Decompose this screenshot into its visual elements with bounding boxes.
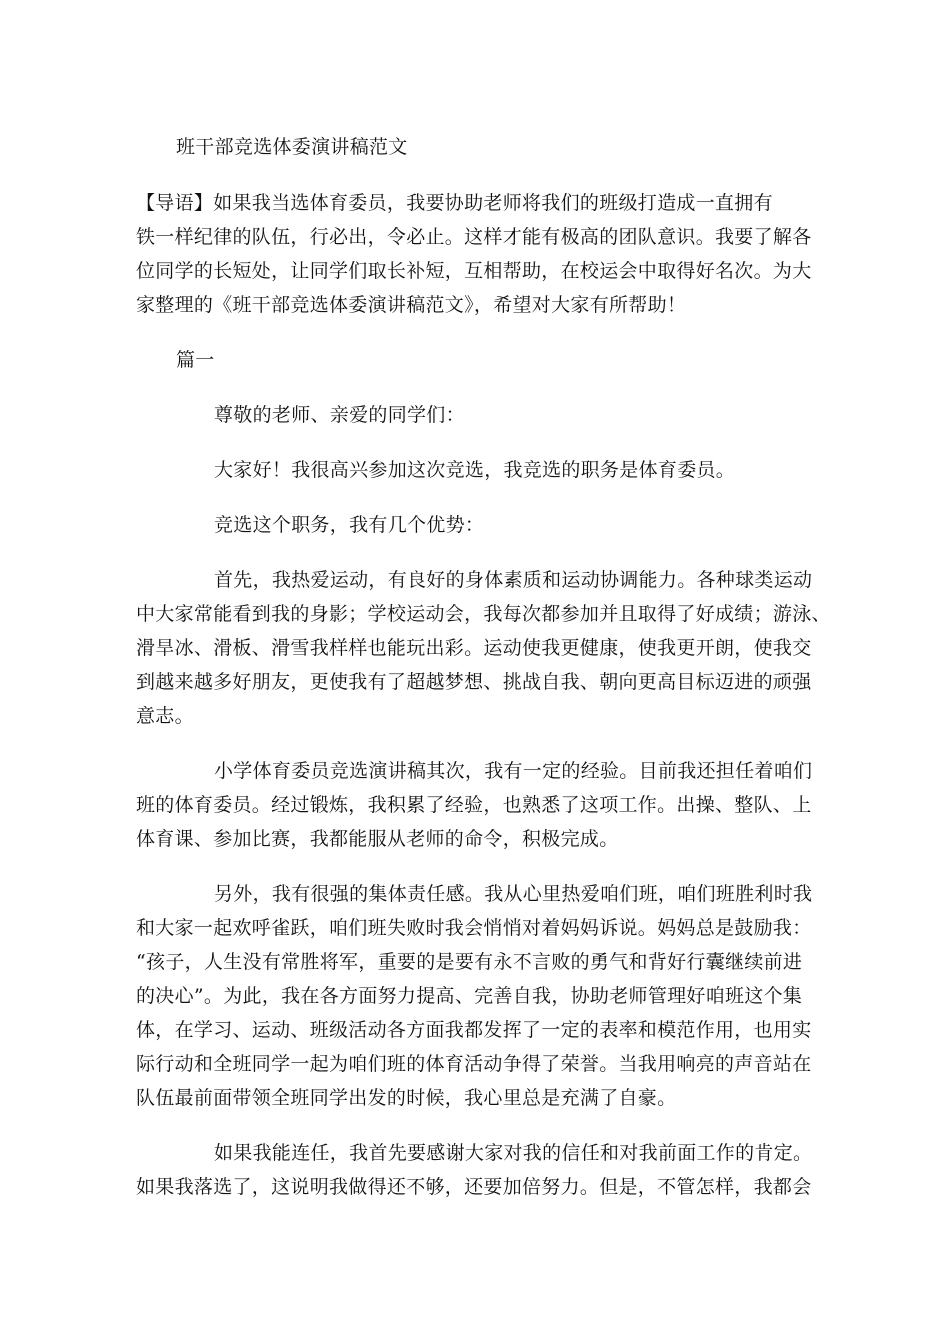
- paragraph-line: 小学体育委员竞选演讲稿其次，我有一定的经验。目前我还担任着咱们: [214, 760, 813, 782]
- intro-line: 铁一样纪律的队伍，行必出，令必止。这样才能有极高的团队意识。我要了解各: [136, 226, 812, 248]
- paragraph-line: 首先，我热爱运动，有良好的身体素质和运动协调能力。各种球类运动: [214, 569, 813, 591]
- advantages-intro: 竞选这个职务，我有几个优势：: [214, 514, 485, 536]
- paragraph-line: “孩子，人生没有常胜将军，重要的是要有永不言败的勇气和背好行囊继续前进: [136, 951, 803, 973]
- paragraph-line: 中大家常能看到我的身影；学校运动会，我每次都参加并且取得了好成绩；游泳、: [136, 603, 831, 625]
- paragraph-line: 滑旱冰、滑板、滑雪我样样也能玩出彩。运动使我更健康，使我更开朗，使我交: [136, 637, 812, 659]
- paragraph-line: 队伍最前面带领全班同学出发的时候，我心里总是充满了自豪。: [136, 1087, 677, 1109]
- paragraph-line: 另外，我有很强的集体责任感。我从心里热爱咱们班，咱们班胜利时我: [214, 883, 813, 905]
- paragraph-line: 体，在学习、运动、班级活动各方面我都发挥了一定的表率和模范作用，也用实: [136, 1019, 812, 1041]
- paragraph-line: 的决心”。为此，我在各方面努力提高、完善自我，协助老师管理好咱班这个集: [136, 985, 803, 1007]
- paragraph-line: 体育课、参加比赛，我都能服从老师的命令，积极完成。: [136, 828, 619, 850]
- opening-line: 大家好！我很高兴参加这次竞选，我竞选的职务是体育委员。: [214, 459, 736, 481]
- paragraph-line: 和大家一起欢呼雀跃，咱们班失败时我会悄悄对着妈妈诉说。妈妈总是鼓励我：: [136, 917, 812, 939]
- greeting: 尊敬的老师、亲爱的同学们：: [214, 404, 465, 426]
- document-title: 班干部竞选体委演讲稿范文: [176, 136, 408, 158]
- paragraph-line: 如果我落选了，这说明我做得还不够，还要加倍努力。但是，不管怎样，我都会: [136, 1176, 812, 1198]
- paragraph-line: 如果我能连任，我首先要感谢大家对我的信任和对我前面工作的肯定。: [214, 1142, 813, 1164]
- intro-line: 家整理的《班干部竞选体委演讲稿范文》，希望对大家有所帮助！: [136, 294, 687, 316]
- paragraph-line: 际行动和全班同学一起为咱们班的体育活动争得了荣誉。当我用响亮的声音站在: [136, 1053, 812, 1075]
- paragraph-line: 意志。: [136, 705, 194, 727]
- paragraph-line: 班的体育委员。经过锻炼，我积累了经验，也熟悉了这项工作。出操、整队、上: [136, 794, 812, 816]
- intro-line: 【导语】如果我当选体育委员，我要协助老师将我们的班级打造成一直拥有: [136, 192, 773, 214]
- paragraph-line: 到越来越多好朋友，更使我有了超越梦想、挑战自我、朝向更高目标迈进的顽强: [136, 671, 812, 693]
- section-heading: 篇一: [176, 349, 215, 371]
- intro-line: 位同学的长短处，让同学们取长补短，互相帮助，在校运会中取得好名次。为大: [136, 260, 812, 282]
